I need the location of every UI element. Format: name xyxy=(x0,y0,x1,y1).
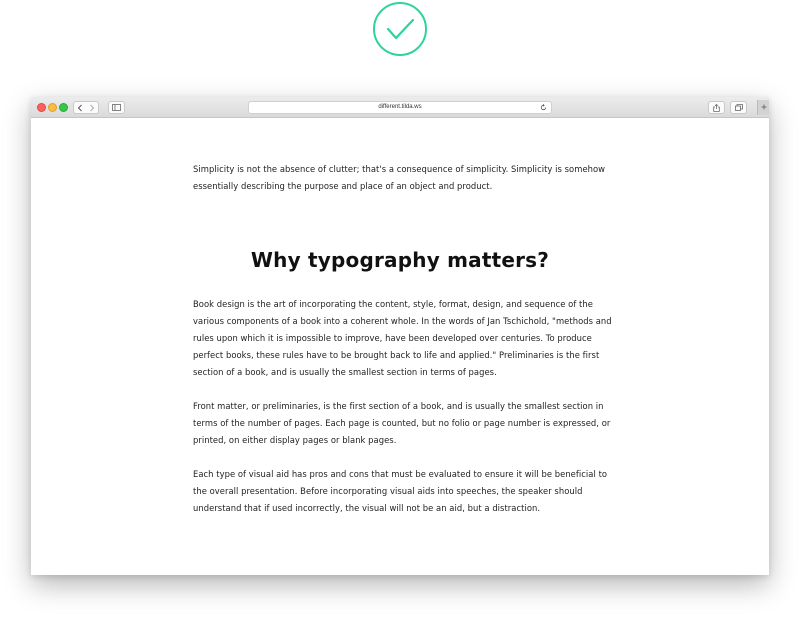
minimize-window-button[interactable] xyxy=(48,103,57,112)
sidebar-icon xyxy=(112,104,121,111)
share-icon xyxy=(713,104,720,112)
browser-window xyxy=(31,97,769,575)
forward-button[interactable] xyxy=(86,101,99,114)
plus-icon xyxy=(761,104,767,110)
chevron-right-icon xyxy=(89,104,95,112)
close-window-button[interactable] xyxy=(37,103,46,112)
tab-overview-button[interactable] xyxy=(730,101,747,114)
check-mark xyxy=(388,20,413,38)
tabs-icon xyxy=(735,104,743,111)
reload-button[interactable] xyxy=(540,102,547,113)
body-paragraph-visual-aid: Each type of visual aid has pros and cons that must be evaluated to ensure it will be beneficial to the overall presentation. Before incorporating visual aids into speeches, the speaker should understand that if used incorrectly, the visual will not be an aid, but a distraction. xyxy=(193,469,608,513)
address-bar[interactable] xyxy=(248,101,552,114)
check-circle xyxy=(374,3,426,55)
chevron-left-icon xyxy=(77,104,83,112)
check-icon xyxy=(372,1,428,57)
share-button[interactable] xyxy=(708,101,725,114)
back-button[interactable] xyxy=(73,101,87,114)
zoom-window-button[interactable] xyxy=(59,103,68,112)
body-paragraph-book-design: Book design is the art of incorporating the content, style, format, design, and sequence of the various components of a book into a coherent whole. In the words of Jan Tschichold, "methods and rules upon which it is impossible to improve, have been developed over centuries. To produce perfect books, these rules have to be brought back to life and applied." Preliminaries is the first section of a book, and is usually the smallest section in terms of pages. xyxy=(193,299,612,377)
browser-toolbar xyxy=(31,97,769,118)
body-paragraph-front-matter: Front matter, or preliminaries, is the first section of a book, and is usually the smallest section in terms of the number of pages. Each page is counted, but no folio or page number is expressed, or printed, on either display pages or blank pages. xyxy=(193,401,611,445)
intro-paragraph: Simplicity is not the absence of clutter; that's a consequence of simplicity. Simplicity is somehow essentially describing the purpose and place of an object and product. xyxy=(193,164,606,191)
section-heading: Why typography matters? xyxy=(250,248,550,272)
sidebar-toggle-button[interactable] xyxy=(108,101,125,114)
new-tab-button[interactable] xyxy=(757,100,769,115)
reload-icon xyxy=(540,104,547,111)
url-text: different.tilda.ws xyxy=(378,104,422,110)
